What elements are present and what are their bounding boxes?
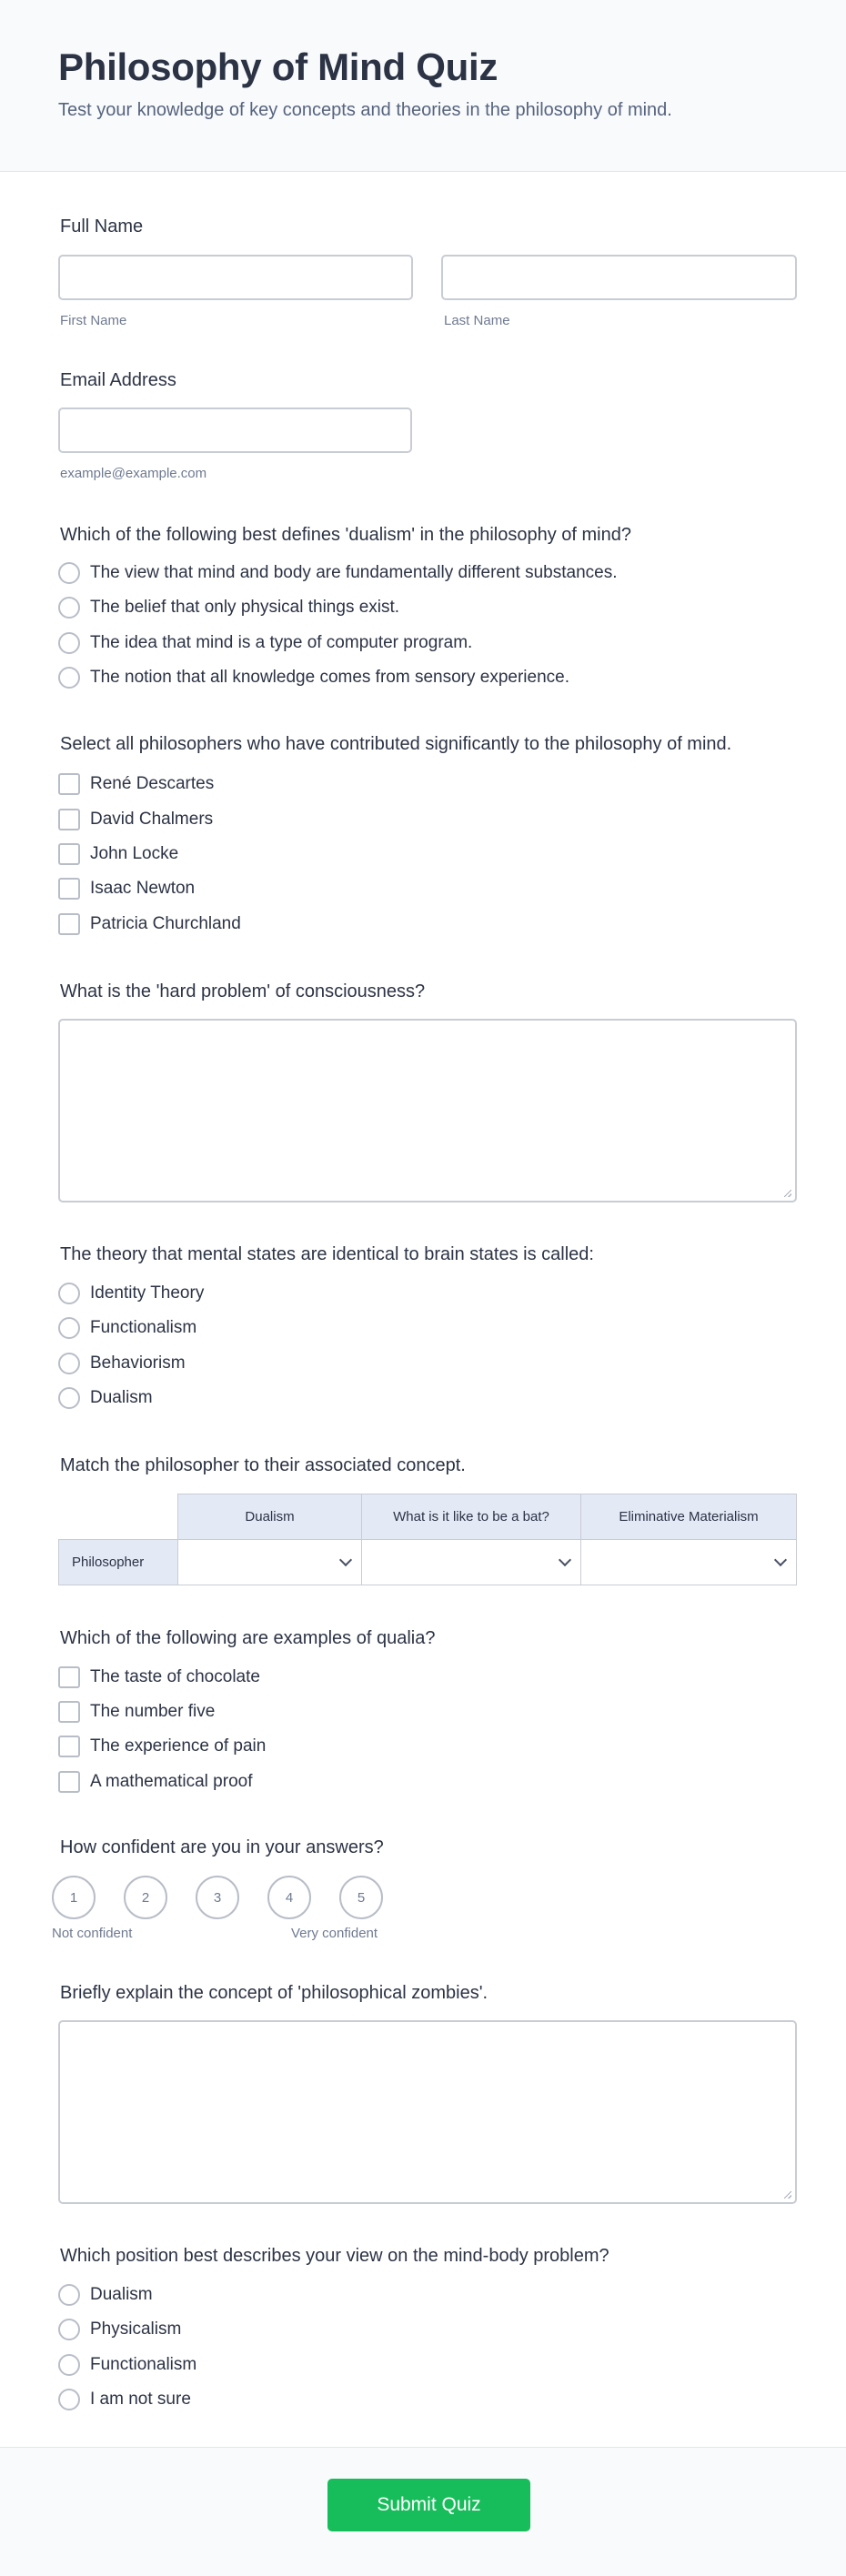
position-option-2[interactable]: Physicalism [58, 2318, 181, 2341]
matrix-dropdown-eliminative[interactable] [580, 1539, 797, 1585]
qualia-question-label: Which of the following are examples of qualia? [60, 1628, 436, 1648]
scale-option-2[interactable]: 2 [124, 1876, 167, 1919]
qualia-option-3[interactable]: The experience of pain [58, 1735, 266, 1758]
chevron-down-icon [774, 1554, 787, 1566]
hard-problem-textarea[interactable] [58, 1019, 797, 1202]
chevron-down-icon [339, 1554, 352, 1566]
radio-button[interactable] [58, 2389, 80, 2410]
first-name-input[interactable] [58, 255, 413, 300]
identity-option-4[interactable]: Dualism [58, 1386, 153, 1410]
form-title: Philosophy of Mind Quiz [58, 45, 499, 88]
checkbox[interactable] [58, 913, 80, 935]
scale-option-3[interactable]: 3 [196, 1876, 239, 1919]
philosophers-question-label: Select all philosophers who have contributed significantly to the philosophy of mind. [60, 734, 732, 754]
dualism-option-3[interactable]: The idea that mind is a type of computer program. [58, 631, 472, 655]
radio-button[interactable] [58, 632, 80, 654]
full-name-label: Full Name [60, 216, 144, 236]
qualia-option-4[interactable]: A mathematical proof [58, 1770, 252, 1794]
scale-low-label: Not confident [52, 1926, 133, 1941]
checkbox[interactable] [58, 1666, 80, 1688]
radio-button[interactable] [58, 667, 80, 689]
resize-grip-icon[interactable] [784, 2191, 791, 2199]
radio-button[interactable] [58, 1283, 80, 1304]
email-sublabel: example@example.com [60, 466, 207, 481]
matrix-column-header: Dualism [177, 1494, 362, 1540]
identity-option-2[interactable]: Functionalism [58, 1316, 196, 1340]
email-label: Email Address [60, 370, 176, 390]
checkbox[interactable] [58, 1736, 80, 1757]
identity-option-1[interactable]: Identity Theory [58, 1282, 204, 1305]
scale-option-1[interactable]: 1 [52, 1876, 96, 1919]
identity-option-3[interactable]: Behaviorism [58, 1352, 186, 1375]
hard-problem-label: What is the 'hard problem' of consciousness? [60, 981, 426, 1001]
checkbox[interactable] [58, 878, 80, 900]
radio-button[interactable] [58, 1387, 80, 1409]
qualia-option-2[interactable]: The number five [58, 1700, 215, 1724]
dualism-question-label: Which of the following best defines 'dualism' in the philosophy of mind? [60, 525, 631, 545]
radio-button[interactable] [58, 2354, 80, 2376]
matrix-column-header: What is it like to be a bat? [361, 1494, 581, 1540]
matrix-dropdown-dualism[interactable] [177, 1539, 362, 1585]
position-question-label: Which position best describes your view on the mind-body problem? [60, 2246, 609, 2266]
dualism-option-4[interactable]: The notion that all knowledge comes from sensory experience. [58, 666, 569, 689]
radio-button[interactable] [58, 2284, 80, 2306]
last-name-sublabel: Last Name [444, 313, 510, 328]
matrix-row-label: Philosopher [58, 1539, 178, 1585]
radio-button[interactable] [58, 1317, 80, 1339]
first-name-sublabel: First Name [60, 313, 127, 328]
dualism-option-1[interactable]: The view that mind and body are fundamentally different substances. [58, 561, 618, 585]
matrix-dropdown-bat[interactable] [361, 1539, 581, 1585]
form-subtitle: Test your knowledge of key concepts and theories in the philosophy of mind. [58, 100, 672, 120]
philosopher-option-5[interactable]: Patricia Churchland [58, 912, 241, 936]
radio-button[interactable] [58, 597, 80, 619]
resize-grip-icon[interactable] [784, 1190, 791, 1197]
philosopher-option-1[interactable]: René Descartes [58, 772, 214, 796]
last-name-input[interactable] [441, 255, 797, 300]
match-question-label: Match the philosopher to their associated concept. [60, 1455, 466, 1475]
match-matrix [58, 1494, 797, 1585]
scale-high-label: Very confident [291, 1926, 378, 1941]
submit-quiz-button[interactable]: Submit Quiz [327, 2479, 530, 2531]
checkbox[interactable] [58, 843, 80, 865]
chevron-down-icon [559, 1554, 571, 1566]
position-option-1[interactable]: Dualism [58, 2283, 153, 2307]
confidence-question-label: How confident are you in your answers? [60, 1837, 384, 1857]
checkbox[interactable] [58, 1771, 80, 1793]
checkbox[interactable] [58, 809, 80, 830]
matrix-column-header: Eliminative Materialism [580, 1494, 797, 1540]
zombies-textarea[interactable] [58, 2020, 797, 2204]
form-header [0, 0, 846, 172]
dualism-option-2[interactable]: The belief that only physical things exist. [58, 596, 399, 619]
email-input[interactable] [58, 408, 412, 453]
radio-button[interactable] [58, 562, 80, 584]
radio-button[interactable] [58, 2319, 80, 2340]
checkbox[interactable] [58, 1701, 80, 1723]
zombies-question-label: Briefly explain the concept of 'philosophical zombies'. [60, 1983, 488, 2003]
position-option-4[interactable]: I am not sure [58, 2388, 191, 2411]
position-option-3[interactable]: Functionalism [58, 2353, 196, 2377]
philosopher-option-3[interactable]: John Locke [58, 842, 178, 866]
scale-option-4[interactable]: 4 [267, 1876, 311, 1919]
philosopher-option-4[interactable]: Isaac Newton [58, 877, 195, 901]
scale-option-5[interactable]: 5 [339, 1876, 383, 1919]
checkbox[interactable] [58, 773, 80, 795]
qualia-option-1[interactable]: The taste of chocolate [58, 1665, 260, 1689]
identity-question-label: The theory that mental states are identical to brain states is called: [60, 1244, 594, 1264]
philosopher-option-2[interactable]: David Chalmers [58, 808, 213, 831]
radio-button[interactable] [58, 1353, 80, 1374]
